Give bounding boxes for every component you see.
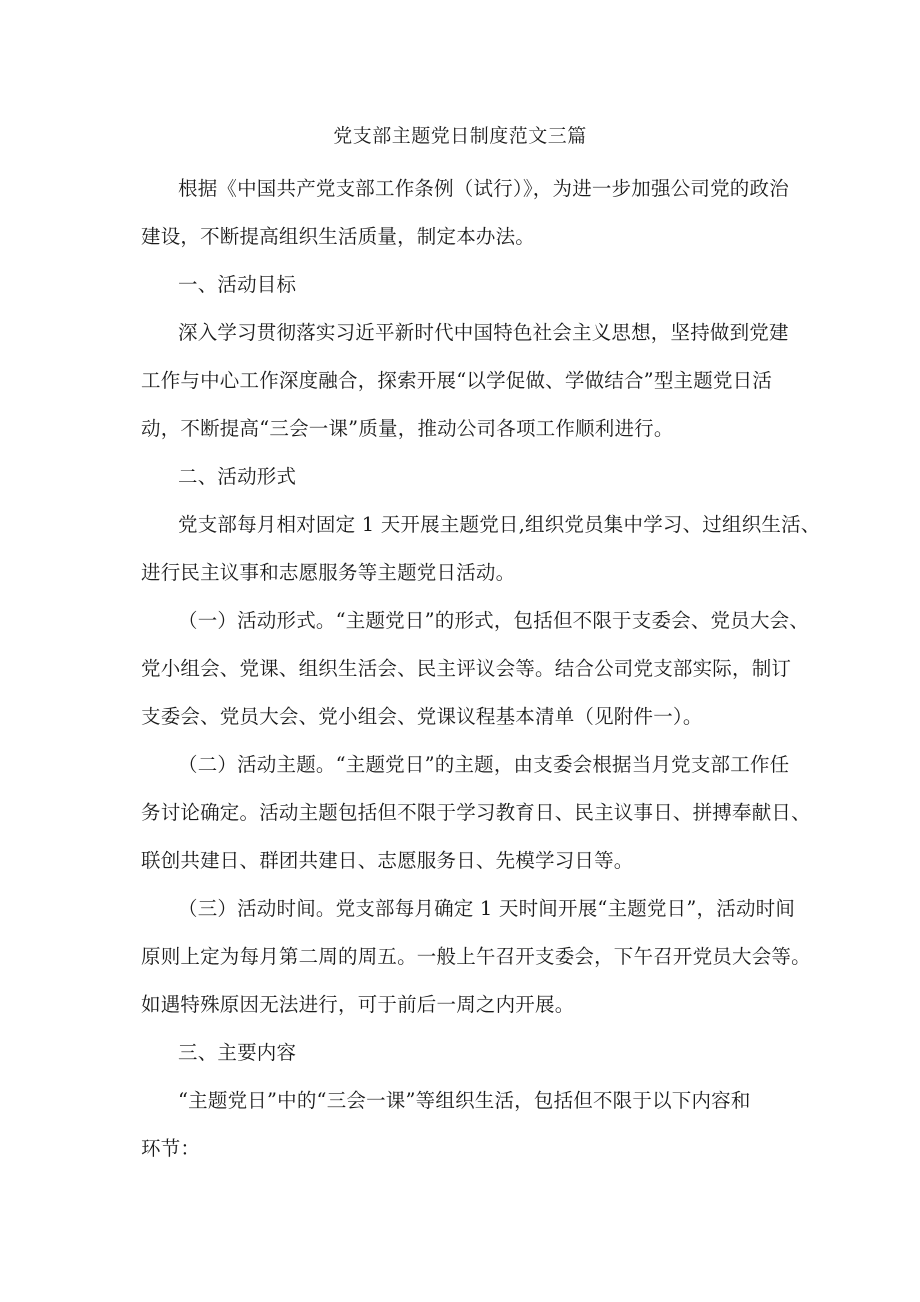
goals-paragraph-line: 动，不断提高“三会一课”质量，推动公司各项工作顺利进行。 <box>141 417 674 440</box>
document-title: 党支部主题党日制度范文三篇 <box>333 125 587 147</box>
content-paragraph-line: 环节： <box>141 1137 201 1160</box>
section-heading-form: 二、活动形式 <box>178 465 297 488</box>
content-paragraph-line: “主题党日”中的“三会一课”等组织生活，包括但不限于以下内容和 <box>178 1089 751 1112</box>
form-item-2-line: 务讨论确定。活动主题包括但不限于学习教育日、民主议事日、拼搏奉献日、 <box>141 801 811 824</box>
form-item-2-line: 联创共建日、群团共建日、志愿服务日、先模学习日等。 <box>141 849 634 872</box>
intro-paragraph-line: 建设，不断提高组织生活质量，制定本办法。 <box>141 225 536 248</box>
form-item-1-line: （一）活动形式。“主题党日”的形式，包括但不限于支委会、党员大会、 <box>178 609 810 632</box>
form-item-2-line: （二）活动主题。“主题党日”的主题，由支委会根据当月党支部工作任 <box>178 753 790 776</box>
form-item-3-line: 如遇特殊原因无法进行，可于前后一周之内开展。 <box>141 993 575 1016</box>
section-heading-goals: 一、活动目标 <box>178 273 297 296</box>
form-item-1-line: 支委会、党员大会、党小组会、党课议程基本清单（见附件一）。 <box>141 705 703 728</box>
form-item-3-line: （三）活动时间。党支部每月确定 1 天时间开展“主题党日”，活动时间 <box>178 897 796 920</box>
goals-paragraph-line: 工作与中心工作深度融合，探索开展“以学促做、学做结合”型主题党日活 <box>141 369 773 392</box>
form-item-3-line: 原则上定为每月第二周的周五。一般上午召开支委会，下午召开党员大会等。 <box>141 945 811 968</box>
section-heading-content: 三、主要内容 <box>178 1041 297 1064</box>
goals-paragraph-line: 深入学习贯彻落实习近平新时代中国特色社会主义思想，坚持做到党建 <box>178 321 789 344</box>
intro-paragraph-line: 根据《中国共产党支部工作条例（试行）》，为进一步加强公司党的政治 <box>178 177 789 200</box>
form-paragraph-line: 党支部每月相对固定 1 天开展主题党日,组织党员集中学习、过组织生活、 <box>178 513 821 536</box>
form-item-1-line: 党小组会、党课、组织生活会、民主评议会等。结合公司党支部实际，制订 <box>141 657 792 680</box>
form-paragraph-line: 进行民主议事和志愿服务等主题党日活动。 <box>141 561 516 584</box>
